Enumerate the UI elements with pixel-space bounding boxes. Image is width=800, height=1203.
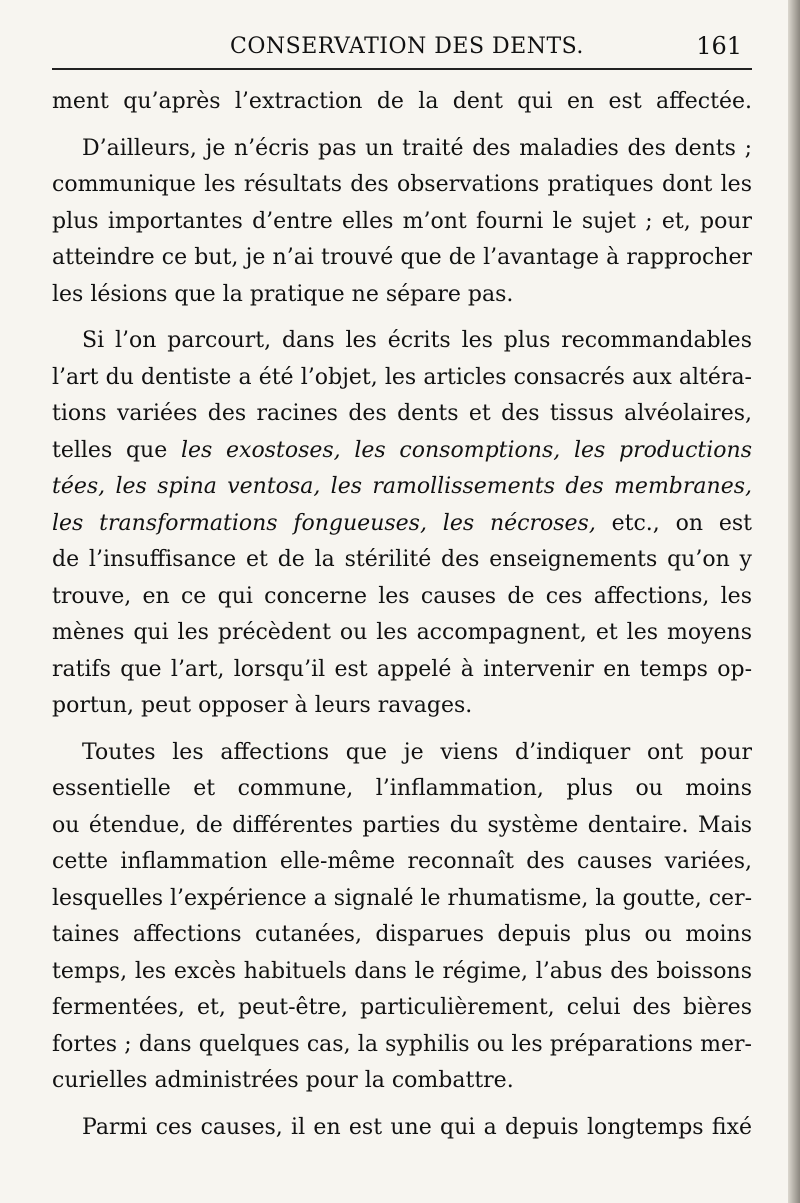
text-line-mixed bbox=[52, 433, 752, 470]
running-header bbox=[52, 28, 752, 70]
text-line: fortes ; dans quelques cas, la syphilis ou les préparations mer- bbox=[52, 1031, 752, 1057]
body-text bbox=[52, 84, 752, 1146]
text-line: tions variées des racines des dents et des tissus alvéolaires, bbox=[52, 401, 752, 426]
text-line: de l’insuffisance et de la stérilité des enseignements qu’on y bbox=[52, 547, 752, 572]
text-line: fermentées, et, peut-être, particulièrement, celui des bières bbox=[52, 995, 752, 1020]
text-line: ou étendue, de différentes parties du système dentaire. Mais bbox=[52, 812, 752, 838]
text-line: Toutes les affections que je viens d’indiquer ont pour bbox=[82, 739, 752, 765]
text-line: plus importantes d’entre elles m’ont fourni le sujet ; et, pour bbox=[52, 208, 752, 234]
text-line: curielles administrées pour la combattre. bbox=[52, 1068, 514, 1093]
paragraph-5 bbox=[52, 1110, 752, 1147]
text-line: D’ailleurs, je n’écris pas un traité des maladies des dents ; bbox=[82, 135, 752, 161]
text-line: atteindre ce but, je n’ai trouvé que de l’avantage à rapprocher bbox=[52, 245, 752, 270]
text-roman: telles que bbox=[52, 437, 181, 463]
text-line: temps, les excès habituels dans le régime, l’abus des boissons bbox=[52, 958, 752, 984]
text-line: essentielle et commune, l’inflammation, plus ou moins bbox=[52, 776, 752, 801]
book-spine-edge bbox=[788, 0, 800, 1203]
text-italic: les transformations fongueuses, les nécroses, bbox=[52, 510, 596, 536]
paragraph-1 bbox=[52, 84, 752, 121]
text-line: trouve, en ce qui concerne les causes de ces affections, les bbox=[52, 583, 752, 609]
text-line: portun, peut opposer à leurs ravages. bbox=[52, 693, 473, 718]
text-line: taines affections cutanées, disparues depuis plus ou moins bbox=[52, 922, 752, 947]
text-roman: etc., on est bbox=[611, 510, 752, 536]
running-title: CONSERVATION DES DENTS. bbox=[230, 34, 584, 59]
text-line: ment qu’après l’extraction de la dent qui en est affectée. bbox=[52, 89, 752, 114]
text-line: communique les résultats des observations pratiques dont les bbox=[52, 172, 752, 197]
page-number: 161 bbox=[696, 32, 742, 60]
text-line-mixed bbox=[52, 506, 752, 543]
text-italic: les exostoses, les consomptions, les productions bbox=[180, 437, 752, 463]
text-line: cette inflammation elle-même reconnaît des causes variées, bbox=[52, 849, 752, 874]
text-line: l’art du dentiste a été l’objet, les articles consacrés aux altéra- bbox=[52, 364, 752, 390]
text-line: Si l’on parcourt, dans les écrits les plus recommandables bbox=[82, 328, 752, 353]
text-italic: tées, les spina ventosa, les ramollissements des membranes, bbox=[52, 474, 752, 499]
text-line: Parmi ces causes, il en est une qui a depuis longtemps fixé bbox=[82, 1114, 752, 1140]
paragraph-3 bbox=[52, 323, 752, 725]
text-line: lesquelles l’expérience a signalé le rhumatisme, la goutte, cer- bbox=[52, 885, 752, 911]
text-line-italic bbox=[52, 469, 752, 506]
paragraph-2 bbox=[52, 131, 752, 314]
text-line: ratifs que l’art, lorsqu’il est appelé à intervenir en temps op- bbox=[52, 656, 752, 682]
paragraph-4 bbox=[52, 735, 752, 1100]
text-line: les lésions que la pratique ne sépare pas. bbox=[52, 281, 514, 307]
text-line: mènes qui les précèdent ou les accompagnent, et les moyens bbox=[52, 620, 752, 645]
